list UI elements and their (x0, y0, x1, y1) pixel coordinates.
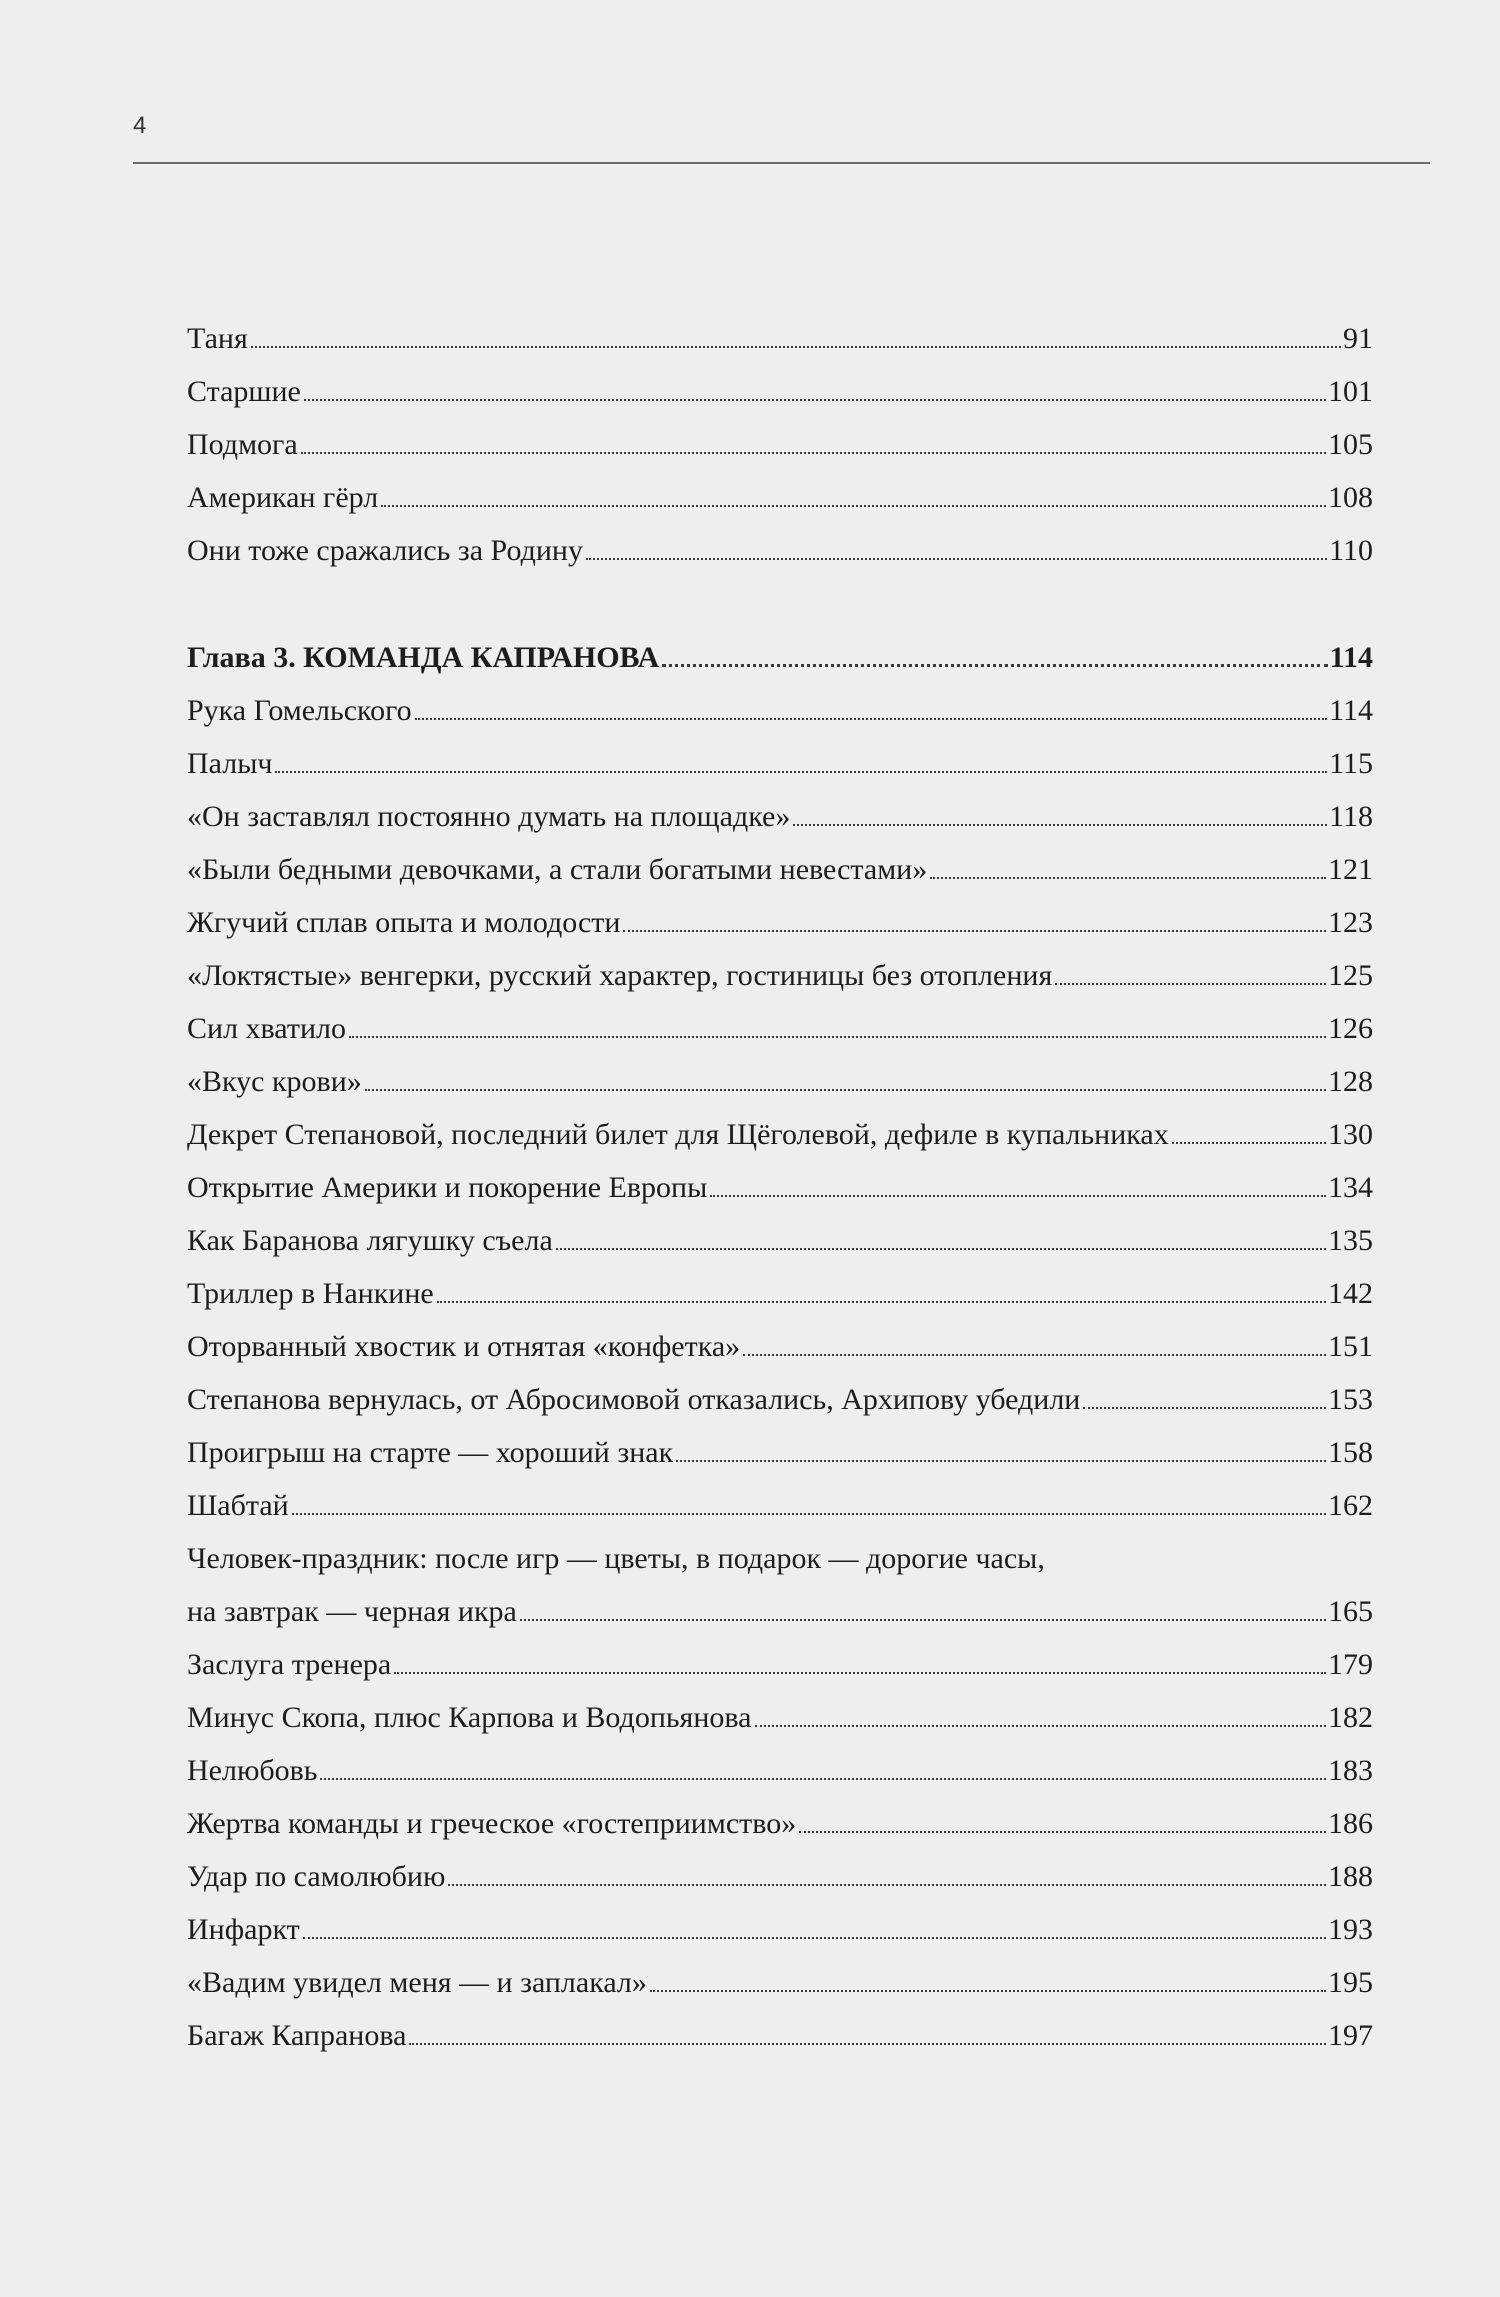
dot-leader (409, 2042, 1326, 2045)
toc-entry-title: Таня (187, 322, 248, 355)
toc-entry-page: 115 (1329, 747, 1373, 780)
toc-entry-page: 91 (1343, 322, 1373, 355)
toc-entry-title: Палыч (187, 747, 273, 780)
chapter-page: 114 (1329, 641, 1373, 674)
toc-entry[interactable] (187, 1956, 1373, 2009)
toc-entry[interactable] (187, 1479, 1373, 1532)
toc-entry-title: «Вкус крови» (187, 1065, 362, 1098)
dot-leader (676, 1459, 1326, 1462)
dot-leader (365, 1088, 1326, 1091)
toc-entry-page: 188 (1328, 1860, 1373, 1893)
dot-leader (930, 876, 1326, 879)
dot-leader (793, 823, 1327, 826)
dot-leader (275, 770, 1327, 773)
dot-leader (415, 717, 1327, 720)
toc-entry-page: 126 (1328, 1012, 1373, 1045)
toc-entry-page: 123 (1328, 906, 1373, 939)
dot-leader (381, 504, 1326, 507)
toc-entry-title: Жгучий сплав опыта и молодости (187, 906, 621, 939)
toc-chapter-heading[interactable] (187, 631, 1373, 684)
dot-leader (1083, 1406, 1326, 1409)
toc-entry-page: 108 (1328, 481, 1373, 514)
toc-entry-wrapped-second-line[interactable] (187, 1585, 1373, 1638)
toc-entry-title: «Локтястые» венгерки, русский характер, гостиницы без отопления (187, 959, 1053, 992)
toc-entry[interactable] (187, 1903, 1373, 1956)
toc-entry-title: Багаж Капранова (187, 2019, 407, 2052)
toc-entry[interactable] (187, 790, 1373, 843)
section-gap (187, 577, 1373, 631)
toc-entry[interactable] (187, 471, 1373, 524)
toc-entry-page: 118 (1329, 800, 1373, 833)
toc-entry[interactable] (187, 1214, 1373, 1267)
toc-entry[interactable] (187, 1373, 1373, 1426)
toc-entry-page: 153 (1328, 1383, 1373, 1416)
toc-entry-wrapped-first-line[interactable] (187, 1532, 1373, 1585)
dot-leader (662, 663, 1327, 667)
toc-entry-title: Инфаркт (187, 1913, 300, 1946)
dot-leader (394, 1671, 1326, 1674)
dot-leader (251, 345, 1341, 348)
toc-entry[interactable] (187, 1638, 1373, 1691)
toc-entry[interactable] (187, 524, 1373, 577)
toc-entry[interactable] (187, 1744, 1373, 1797)
toc-entry-title: «Были бедными девочками, а стали богатыми невестами» (187, 853, 928, 886)
toc-entry[interactable] (187, 1850, 1373, 1903)
dot-leader (623, 929, 1326, 932)
toc-entry[interactable] (187, 1002, 1373, 1055)
table-of-contents (187, 312, 1373, 2062)
toc-entry-title: «Вадим увидел меня — и заплакал» (187, 1966, 647, 1999)
dot-leader (520, 1618, 1326, 1621)
dot-leader (301, 451, 1326, 454)
toc-entry[interactable] (187, 684, 1373, 737)
toc-entry-title: Минус Скопа, плюс Карпова и Водопьянова (187, 1701, 752, 1734)
dot-leader (437, 1300, 1326, 1303)
toc-entry-page: 142 (1328, 1277, 1373, 1310)
dot-leader (743, 1353, 1326, 1356)
dot-leader (303, 1936, 1326, 1939)
dot-leader (448, 1883, 1326, 1886)
toc-entry[interactable] (187, 1161, 1373, 1214)
toc-entry[interactable] (187, 1426, 1373, 1479)
toc-entry-page: 130 (1328, 1118, 1373, 1151)
dot-leader (1055, 982, 1326, 985)
toc-entry-page: 182 (1328, 1701, 1373, 1734)
toc-entry[interactable] (187, 896, 1373, 949)
toc-entry-page: 125 (1328, 959, 1373, 992)
dot-leader (650, 1989, 1326, 1992)
toc-entry-title: Триллер в Нанкине (187, 1277, 434, 1310)
header-rule (133, 162, 1430, 164)
toc-entry[interactable] (187, 1691, 1373, 1744)
toc-entry-page: 183 (1328, 1754, 1373, 1787)
toc-entry-title: Степанова вернулась, от Абросимовой отказались, Архипову убедили (187, 1383, 1081, 1416)
dot-leader (755, 1724, 1327, 1727)
toc-entry-title: Рука Гомельского (187, 694, 412, 727)
toc-entry-page: 179 (1328, 1648, 1373, 1681)
toc-entry-title: Как Баранова лягушку съела (187, 1224, 553, 1257)
toc-entry-page: 110 (1329, 534, 1373, 567)
dot-leader (320, 1777, 1326, 1780)
toc-entry-page: 186 (1328, 1807, 1373, 1840)
toc-entry-page: 121 (1328, 853, 1373, 886)
toc-entry[interactable] (187, 365, 1373, 418)
dot-leader (799, 1830, 1326, 1833)
toc-entry-title: «Он заставлял постоянно думать на площадке» (187, 800, 791, 833)
toc-entry[interactable] (187, 1797, 1373, 1850)
toc-entry[interactable] (187, 418, 1373, 471)
toc-entry-page: 135 (1328, 1224, 1373, 1257)
toc-entry-page: 193 (1328, 1913, 1373, 1946)
toc-entry[interactable] (187, 1320, 1373, 1373)
toc-entry-page: 195 (1328, 1966, 1373, 1999)
toc-entry-page: 162 (1328, 1489, 1373, 1522)
dot-leader (349, 1035, 1326, 1038)
toc-entry-title: Подмога (187, 428, 298, 461)
toc-entry-page: 158 (1328, 1436, 1373, 1469)
toc-entry[interactable] (187, 949, 1373, 1002)
toc-entry-title: Проигрыш на старте — хороший знак (187, 1436, 674, 1469)
toc-entry-title: Американ гёрл (187, 481, 379, 514)
toc-entry-page: 101 (1328, 375, 1373, 408)
dot-leader (556, 1247, 1326, 1250)
page-number: 4 (133, 112, 147, 139)
dot-leader (1172, 1141, 1326, 1144)
toc-entry[interactable] (187, 737, 1373, 790)
toc-entry-page: 114 (1329, 694, 1373, 727)
dot-leader (586, 557, 1327, 560)
dot-leader (710, 1194, 1326, 1197)
dot-leader (292, 1512, 1326, 1515)
toc-entry-page: 128 (1328, 1065, 1373, 1098)
toc-entry-title: Нелюбовь (187, 1754, 318, 1787)
toc-entry-page: 197 (1328, 2019, 1373, 2052)
toc-entry-title: на завтрак — черная икра (187, 1595, 517, 1628)
chapter-title: Глава 3. КОМАНДА КАПРАНОВА (187, 641, 660, 674)
toc-entry[interactable] (187, 843, 1373, 896)
toc-entry-title: Сил хватило (187, 1012, 346, 1045)
toc-entry-title: Жертва команды и греческое «гостеприимство» (187, 1807, 797, 1840)
toc-entry-title: Старшие (187, 375, 301, 408)
toc-entry-title: Декрет Степановой, последний билет для Щёголевой, дефиле в купальниках (187, 1118, 1169, 1151)
toc-entry-page: 151 (1328, 1330, 1373, 1363)
toc-entry-page: 134 (1328, 1171, 1373, 1204)
toc-entry-title: Оторванный хвостик и отнятая «конфетка» (187, 1330, 741, 1363)
toc-entry[interactable] (187, 1055, 1373, 1108)
toc-entry-title: Шабтай (187, 1489, 289, 1522)
toc-entry[interactable] (187, 1267, 1373, 1320)
toc-entry-page: 165 (1328, 1595, 1373, 1628)
toc-entry-title: Удар по самолюбию (187, 1860, 446, 1893)
dot-leader (304, 398, 1326, 401)
toc-entry[interactable] (187, 312, 1373, 365)
toc-entry[interactable] (187, 1108, 1373, 1161)
toc-entry[interactable] (187, 2009, 1373, 2062)
toc-entry-page: 105 (1328, 428, 1373, 461)
toc-entry-title: Открытие Америки и покорение Европы (187, 1171, 708, 1204)
toc-entry-title: Заслуга тренера (187, 1648, 392, 1681)
toc-entry-title: Они тоже сражались за Родину (187, 534, 583, 567)
toc-entry-title: Человек-праздник: после игр — цветы, в подарок — дорогие часы, (187, 1542, 1045, 1575)
